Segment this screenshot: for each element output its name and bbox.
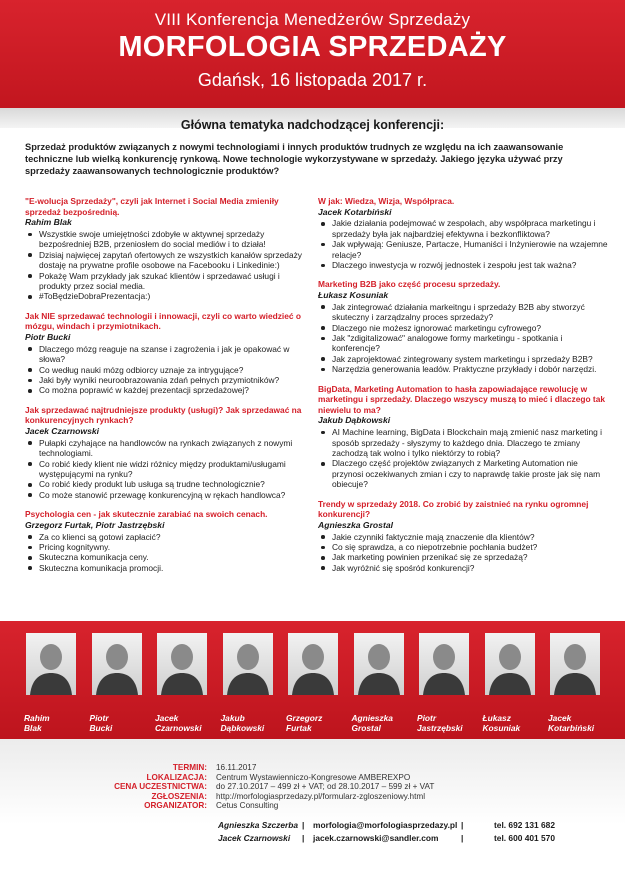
session-topic: Jakie czynniki faktycznie mają znaczenie dla klientów? (318, 532, 610, 542)
session-title: W jak: Wiedza, Wizja, Współpraca. (318, 196, 455, 206)
speaker-card (548, 633, 610, 733)
session-topic: Jak zintegrować działania markeitngu i sprzedaży B2B aby stworzyć skuteczny i zarządzalny proces sprzedaży? (318, 302, 610, 323)
speaker-card (483, 633, 545, 733)
speaker-name (155, 713, 217, 733)
conference-overline: VIII Konferencja Menedżerów Sprzedaży (154, 10, 471, 29)
info-value: do 27.10.2017 – 499 zł + VAT; od 28.10.2017 – 599 zł + VAT (216, 782, 435, 792)
session-topics (25, 229, 307, 302)
speaker-last-name: Jastrzębski (417, 723, 463, 733)
session-topics (25, 532, 307, 574)
contact-separator: | (302, 820, 305, 830)
speaker-name (221, 713, 283, 733)
session-topic: Co robić kiedy klient nie widzi różnicy między produktami/usługami występującymi na rynku? (25, 459, 307, 480)
event-info (0, 763, 625, 811)
speaker-first-name: Jacek (155, 713, 179, 723)
session-topic: Jak "zdigitalizować" analogowe formy marketingu - spotkania i konferencje? (318, 333, 610, 354)
info-value: 16.11.2017 (216, 763, 257, 772)
speaker-first-name: Piotr (417, 713, 437, 723)
session-title: Jak NIE sprzedawać technologii i innowacji, czyli co warto wiedzieć o mózgu, windach i przymiotnikach. (25, 310, 301, 332)
session-topic: Pricing kognitywny. (25, 542, 307, 552)
info-value: Cetus Consulting (216, 801, 279, 811)
contact-separator: | (302, 833, 305, 843)
info-label: ZGŁOSZENIA: (151, 791, 207, 801)
session-topic: Pokażę Wam przykłady jak szukać klientów i sprzedawać usługi i produkty przez social media. (25, 271, 307, 292)
session (318, 279, 610, 374)
speaker-first-name: Jacek (548, 713, 572, 723)
speaker-photo (485, 633, 535, 695)
speaker-card (90, 633, 152, 733)
conference-place-date: Gdańsk, 16 listopada 2017 r. (197, 70, 428, 90)
session-topic: Skuteczna komunikacja ceny. (25, 552, 307, 562)
contact-row (218, 819, 618, 832)
session-topic: Co można poprawić w każdej prezentacji sprzedażowej? (25, 385, 307, 395)
speaker-card (417, 633, 479, 733)
program-column-left (25, 196, 307, 582)
session-topic: AI Machine learning, BigData i Blockchain mają zmienić nasz marketing i sposób sprzedaży - słyszymy to każdego dnia. Dlaczego te zmiany zachodzą tak wolno i tylko niektórzy to robią? (318, 427, 610, 458)
session-topic: Co się sprawdza, a co niepotrzebnie pochłania budżet? (318, 542, 610, 552)
contact-separator: | (461, 820, 464, 830)
contact-phone[interactable]: tel. 692 131 682 (494, 820, 556, 830)
session-topic: Co może stanowić przewagę konkurencyjną w rękach handlowca? (25, 490, 307, 500)
info-row (0, 773, 625, 783)
session-topic: Skuteczna komunikacja promocji. (25, 563, 307, 573)
session-topic: Jak zaprojektować zintegrowany system marketingu i sprzedaży B2B? (318, 354, 610, 364)
speaker-last-name: Blak (24, 723, 42, 733)
speaker-name (24, 713, 86, 733)
session-topic: Wszystkie swoje umiejętności zdobyłe w aktywnej sprzedaży bezpośredniej B2B, przeniosłem do social mediów i to działa! (25, 229, 307, 250)
session-topic: Dlaczego mózg reaguje na szanse i zagrożenia i jak je opakować w słowa? (25, 344, 307, 365)
speaker-name (90, 713, 152, 733)
session-topics (25, 438, 307, 500)
speaker-photo (354, 633, 404, 695)
header-banner (0, 0, 625, 108)
info-row (0, 782, 625, 792)
speaker-last-name: Kotarbiński (548, 723, 595, 733)
session-topic: Narzędzia generowania leadów. Praktyczne przykłady i dobór narzędzi. (318, 364, 610, 374)
session (25, 311, 307, 396)
speaker-card (221, 633, 283, 733)
speaker-card (352, 633, 414, 733)
session-topic: Co według nauki mózg odbiorcy uznaje za intrygujące? (25, 365, 307, 375)
speaker-last-name: Grostal (351, 723, 381, 733)
speaker-photo (157, 633, 207, 695)
session-title: BigData, Marketing Automation to hasła zapowiadające rewolucję w marketingu i sprzedaży. Dlaczego wszyscy muszą to mieć i dlaczego tak niewielu to ma? (318, 383, 606, 415)
speaker-first-name: Jakub (220, 713, 245, 723)
conference-title: MORFOLOGIA SPRZEDAŻY (118, 31, 507, 63)
session-title: Psychologia cen - jak skutecznie zarabiać na swoich cenach. (25, 509, 268, 520)
speaker-photo (92, 633, 142, 695)
contact-phone[interactable]: tel. 600 401 570 (494, 833, 556, 843)
session-topic: Jaki były wyniki neuroobrazowania zdań pełnych przymiotników? (25, 375, 307, 385)
session-topic: Dzisiaj najwięcej zapytań ofertowych ze wszystkich kanałów sprzedaży dostaję na prywatne profile osobowe na Facebooku i Linkedinie:) (25, 250, 307, 271)
contact-list (218, 819, 618, 845)
speaker-name (483, 713, 545, 733)
speaker-photo (26, 633, 76, 695)
session-topic: Za co klienci są gotowi zapłacić? (25, 532, 307, 542)
speaker-card (286, 633, 348, 733)
info-label: ORGANIZATOR: (144, 801, 207, 811)
speaker-first-name: Rahim (24, 713, 50, 723)
speaker-photo (288, 633, 338, 695)
info-label: CENA UCZESTNICTWA: (114, 782, 207, 792)
info-row (0, 801, 625, 811)
speaker-photo (223, 633, 273, 695)
speaker-name (286, 713, 348, 733)
contact-name: Agnieszka Szczerba (218, 820, 299, 830)
session-speaker: Łukasz Kosuniak (318, 290, 389, 301)
speaker-last-name: Bucki (89, 723, 113, 733)
session-topic: Jakie działania podejmować w zespołach, aby współpraca marketingu i sprzedaży była jak najbardziej efektywna i bezkonfliktowa? (318, 218, 610, 239)
info-label: TERMIN: (172, 763, 207, 772)
contact-row (218, 832, 618, 845)
session-title: Trendy w sprzedaży 2018. Co zrobić by zaistnieć na rynku ogromnej konkurencji? (318, 498, 589, 520)
session (318, 499, 610, 574)
session-topics (318, 427, 610, 489)
session-topic: Co robić kiedy produkt lub usługa są trudne technologicznie? (25, 479, 307, 489)
session-speaker: Grzegorz Furtak, Piotr Jastrzębski (25, 519, 165, 530)
speaker-first-name: Łukasz (482, 713, 511, 723)
session-speaker: Jacek Czarnowski (25, 426, 100, 437)
speaker-photo (550, 633, 600, 695)
session-topic: Dlaczego inwestycja w rozwój jednostek i zespołu jest tak ważna? (318, 260, 610, 270)
session-topics (318, 302, 610, 375)
speaker-name (352, 713, 414, 733)
info-row (0, 763, 625, 773)
program-column-right (318, 196, 610, 582)
speaker-name (417, 713, 479, 733)
session-title: Marketing B2B jako część procesu sprzedaży. (318, 279, 501, 290)
session-topic: Jak wpływają: Geniusze, Partacze, Humaniści i Inżynierowie na wzajemne relacje? (318, 239, 610, 260)
session (318, 196, 610, 270)
session-speaker: Jakub Dąbkowski (318, 415, 391, 426)
session-speaker: Rahim Blak (25, 217, 72, 228)
info-value: Centrum Wystawienniczo-Kongresowe AMBEREXPO (216, 772, 411, 782)
session-topics (25, 344, 307, 396)
speaker-last-name: Kosuniak (482, 723, 521, 733)
session-title: "E-wolucja Sprzedaży", czyli jak Internet i Social Media zmieniły sprzedaż bezpośrednią. (25, 196, 279, 217)
speaker-photo (419, 633, 469, 695)
speaker-last-name: Furtak (286, 723, 312, 733)
session-speaker: Jacek Kotarbiński (318, 206, 392, 217)
session-topic: #ToBędzieDobraPrezentacja:) (25, 291, 307, 301)
session-title: Jak sprzedawać najtrudniejsze produkty (usługi)? Jak sprzedawać na konkurencyjnych rynkach? (25, 404, 302, 426)
speaker-name (548, 713, 610, 733)
speaker-last-name: Czarnowski (155, 723, 202, 733)
theme-title: Główna tematyka nadchodzącej konferencji: (180, 118, 445, 132)
info-row (0, 792, 625, 802)
session-speaker: Piotr Bucki (25, 332, 71, 343)
session-topic: Jak wyróżnić się spośród konkurencji? (318, 563, 610, 573)
speaker-first-name: Agnieszka (351, 713, 393, 723)
session-topics (318, 532, 610, 574)
session (25, 509, 307, 573)
session-topic: Dlaczego część projektów związanych z Marketing Automation nie przynosi oczekiwanych zmian i czy to naprawdę takie proste jak się nam obiecuje? (318, 458, 610, 489)
session-topic: Jak marketing powinien przenikać się ze sprzedażą? (318, 552, 610, 562)
contact-separator: | (461, 833, 464, 843)
session-topic: Dlaczego nie możesz ignorować marketingu cyfrowego? (318, 323, 610, 333)
speaker-first-name: Piotr (89, 713, 109, 723)
speaker-first-name: Grzegorz (286, 713, 323, 723)
session (318, 384, 610, 490)
contact-email[interactable]: morfologia@morfologiasprzedazy.pl (313, 820, 458, 830)
speaker-card (24, 633, 86, 733)
session (25, 196, 307, 302)
session-topic: Pułapki czyhające na handlowców na rynkach związanych z nowymi technologiami. (25, 438, 307, 459)
contact-name: Jacek Czarnowski (218, 833, 291, 843)
theme-intro: Sprzedaż produktów związanych z nowymi technologiami i innych produktów trudnych ze względu na ich zaawansowanie techniczne lub wielką konkurencję rynkową. Nowe technologie wykorzystywane w sprzedaży. Jakiego języka używać przy sprzedaży zaawansowanych technologicznie produktów? (25, 142, 564, 176)
speaker-last-name: Dąbkowski (220, 723, 265, 733)
session-speaker: Agnieszka Grostal (318, 519, 393, 530)
contact-email[interactable]: jacek.czarnowski@sandler.com (313, 833, 439, 843)
session (25, 405, 307, 500)
speaker-card (155, 633, 217, 733)
info-value[interactable]: http://morfologiasprzedazy.pl/formularz-zgloszeniowy.html (216, 791, 426, 801)
info-label: LOKALIZACJA: (146, 772, 207, 782)
session-topics (318, 218, 610, 270)
